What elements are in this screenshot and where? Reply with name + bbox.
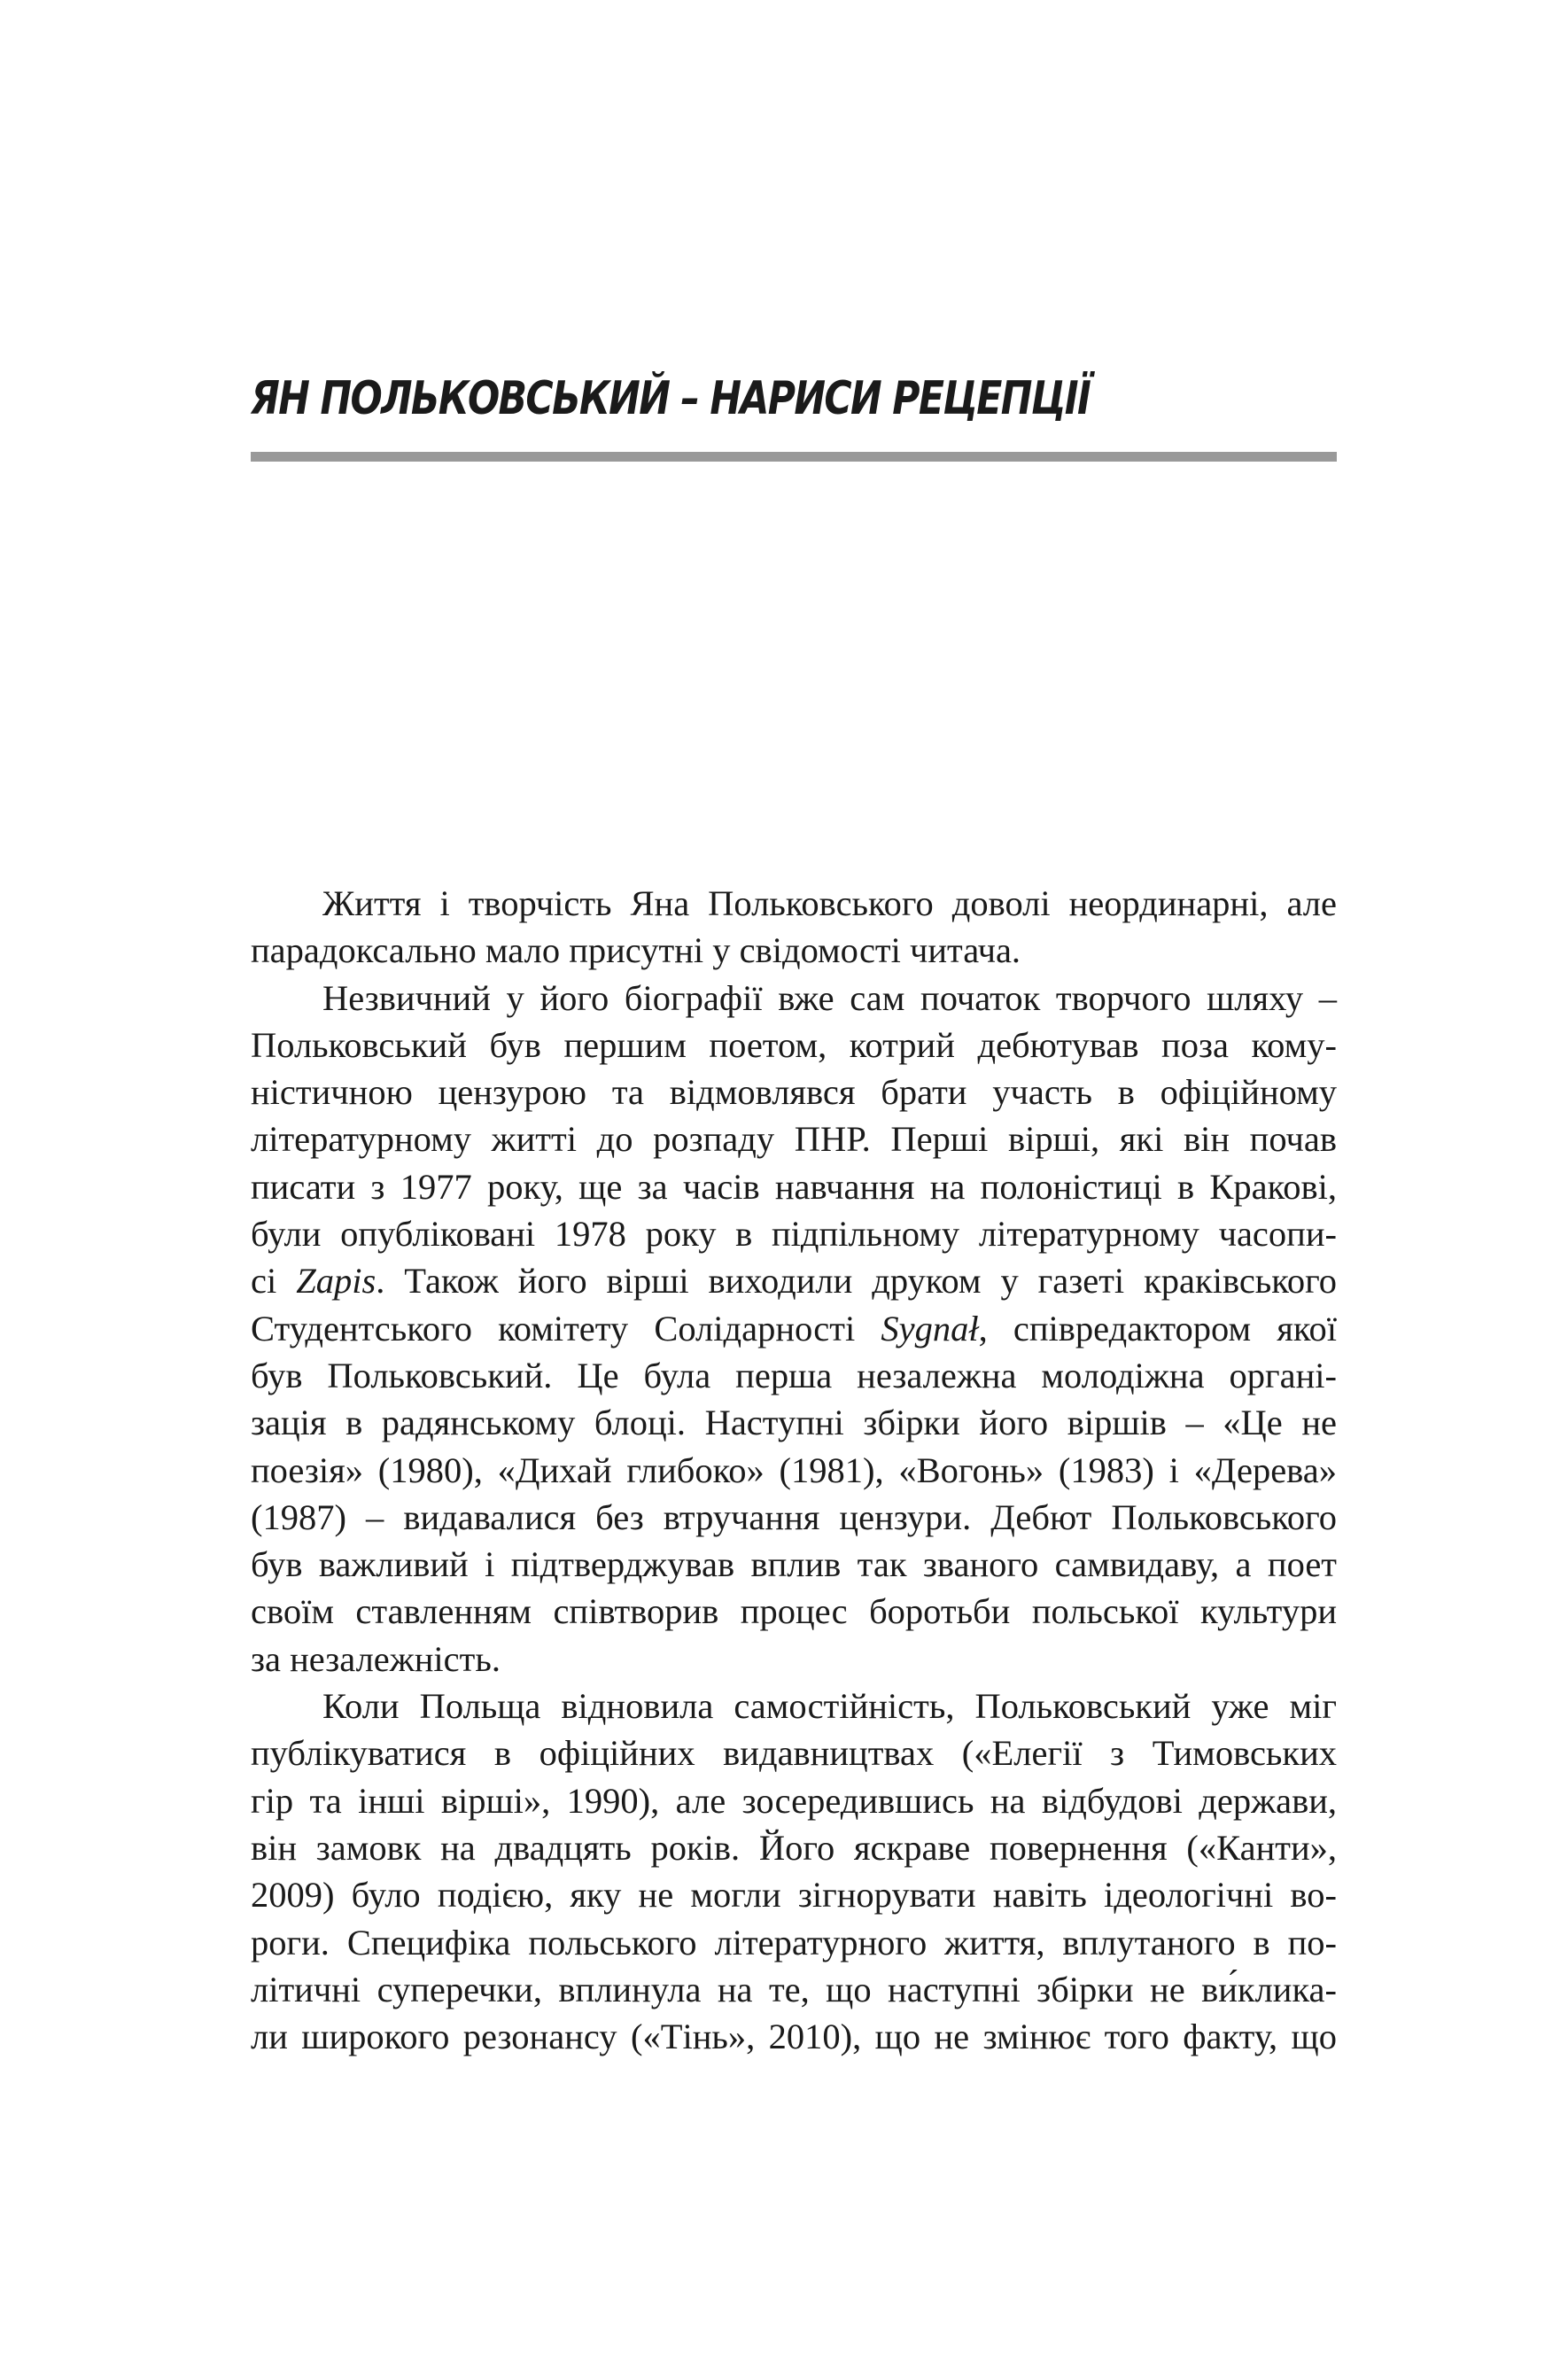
text-line: зація в радянському блоці. Наступні збірки його віршів – «Це не <box>251 1403 1337 1443</box>
text-line: Польковський був першим поетом, котрий дебютував поза кому- <box>251 1024 1337 1065</box>
text-line: були опубліковані 1978 року в підпільному літературному часопи- <box>251 1214 1337 1255</box>
text-line: парадоксально мало присутні у свідомості читача. <box>251 930 1021 971</box>
italic-title: Zapis <box>296 1261 376 1302</box>
text-line: Життя і творчість Яна Польковського доволі неординарні, але <box>322 883 1337 923</box>
text-line: своїм ставленням співтворив процес боротьби польської культури <box>251 1591 1337 1632</box>
text-line <box>251 1257 1337 1304</box>
text-segment: Студентського комітету Солідарності <box>251 1308 881 1348</box>
text-line: поезія» (1980), «Дихай глибоко» (1981), «Вогонь» (1983) і «Дерева» <box>251 1450 1337 1490</box>
text-line: був важливий і підтверджував вплив так званого самвидаву, а поет <box>251 1544 1337 1585</box>
text-segment: , співредактором якої <box>978 1308 1337 1348</box>
text-line: за незалежність. <box>251 1638 501 1679</box>
text-line: літичні суперечки, вплинула на те, що наступні збірки не ви́клика- <box>251 1969 1337 2009</box>
text-line: публікуватися в офіційних видавництвах («Елегії з Тимовських <box>251 1733 1337 1774</box>
text-line: писати з 1977 року, ще за часів навчання на полоністиці в Кракові, <box>251 1166 1337 1207</box>
body-text <box>251 880 1337 2060</box>
text-line <box>251 1305 1337 1352</box>
text-line: ли широкого резонансу («Тінь», 2010), що не змінює того факту, що <box>251 2017 1337 2057</box>
italic-title: Sygnał <box>881 1308 979 1348</box>
title-underline-rule <box>251 452 1337 462</box>
text-line: роги. Специфіка польського літературного життя, вплутаного в по- <box>251 1922 1337 1962</box>
text-line: (1987) – видавалися без втручання цензури. Дебют Польковського <box>251 1496 1337 1537</box>
chapter-title: ЯН ПОЛЬКОВСЬКИЙ – НАРИСИ РЕЦЕПЦІЇ <box>251 372 1091 425</box>
text-segment: . Також його вірші виходили друком у газеті краківського <box>376 1261 1338 1302</box>
text-line: літературному житті до розпаду ПНР. Перші вірші, які він почав <box>251 1119 1337 1160</box>
paragraph <box>251 880 1337 975</box>
paragraph <box>251 1683 1337 2060</box>
text-line: гір та інші вірші», 1990), але зосередившись на відбудові держави, <box>251 1780 1337 1821</box>
text-line: Незвичний у його біографії вже сам початок творчого шляху – <box>322 977 1337 1018</box>
text-line: Коли Польща відновила самостійність, Польковський уже міг <box>322 1686 1337 1727</box>
text-line: він замовк на двадцять років. Його яскраве повернення («Канти», <box>251 1827 1337 1868</box>
text-line: 2009) було подією, яку не могли зігнорувати навіть ідеологічні во- <box>251 1875 1337 1916</box>
paragraph <box>251 975 1337 1683</box>
text-line: був Польковський. Це була перша незалежна молодіжна органі- <box>251 1355 1337 1395</box>
text-line: ністичною цензурою та відмовлявся брати участь в офіційному <box>251 1072 1337 1113</box>
text-segment: сі <box>251 1261 297 1302</box>
